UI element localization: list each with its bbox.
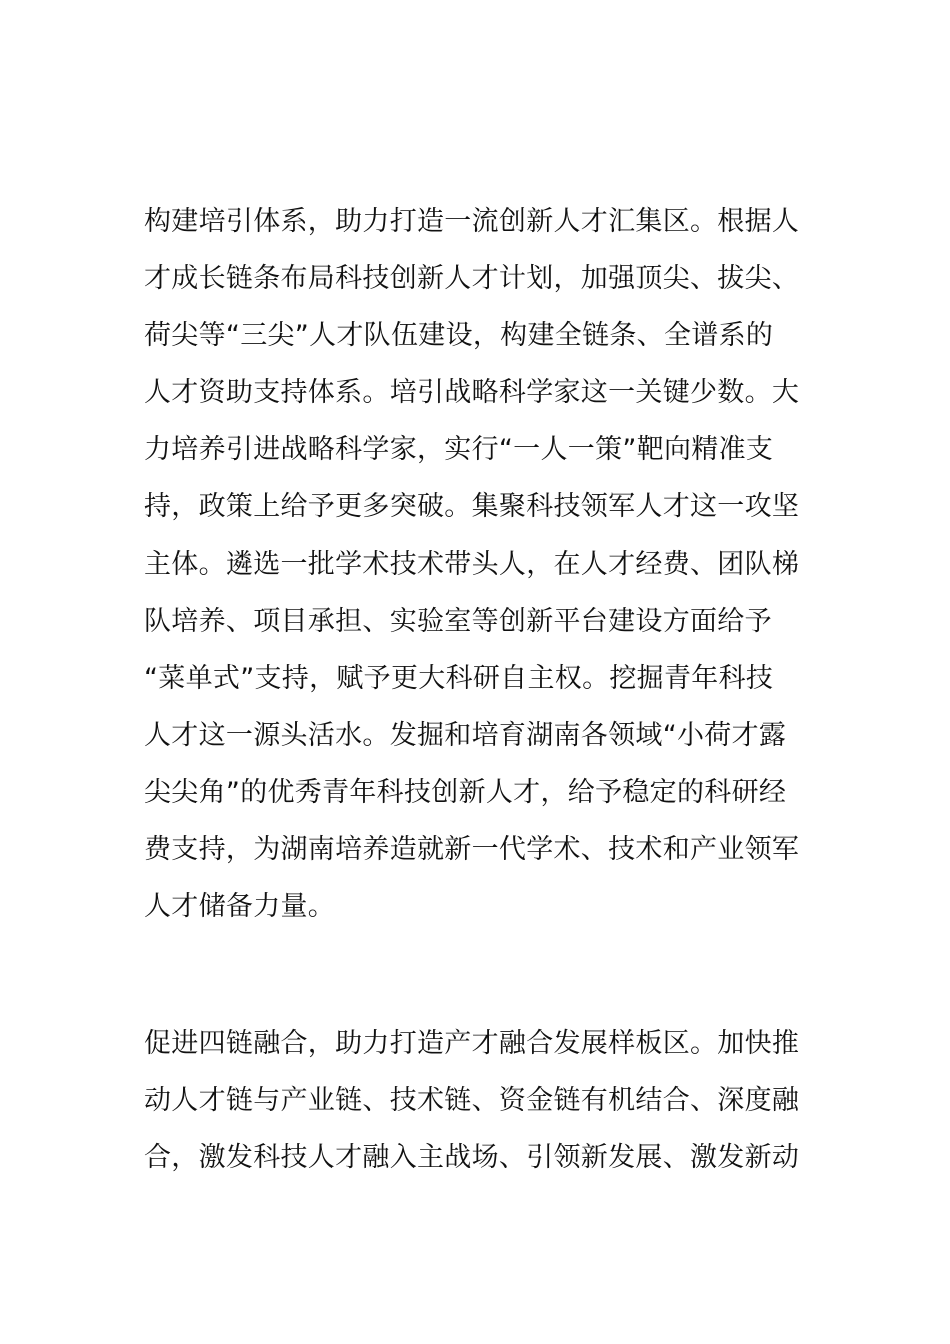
text-line: 费支持，为湖南培养造就新一代学术、技术和产业领军 [144,834,800,866]
text-line: “菜单式”支持，赋予更大科研自主权。挖掘青年科技 [144,662,774,694]
text-line: 促进四链融合，助力打造产才融合发展样板区。加快推 [144,1028,800,1059]
text-line: 主体。遴选一批学术技术带头人，在人才经费、团队梯 [144,548,800,580]
text-line: 队培养、项目承担、实验室等创新平台建设方面给予 [144,605,772,637]
text-line: 构建培引体系，助力打造一流创新人才汇集区。根据人 [144,206,800,237]
text-line: 人才这一源头活水。发掘和培育湖南各领域“小荷才露 [144,719,787,751]
text-line: 持，政策上给予更多突破。集聚科技领军人才这一攻坚 [144,491,800,523]
text-line: 才成长链条布局科技创新人才计划，加强顶尖、拔尖、 [144,263,800,295]
paragraph-chain-integration [144,1022,812,1193]
text-line: 人才资助支持体系。培引战略科学家这一关键少数。大 [144,377,800,409]
text-line: 力培养引进战略科学家，实行“一人一策”靶向精准支 [144,434,774,466]
text-line: 尖尖角”的优秀青年科技创新人才，给予稳定的科研经 [144,776,787,808]
text-line: 合，激发科技人才融入主战场、引领新发展、激发新动 [144,1142,800,1174]
text-line: 人才储备力量。 [144,891,336,923]
text-line: 动人才链与产业链、技术链、资金链有机结合、深度融 [144,1085,800,1117]
paragraph-talent-system [144,200,812,942]
text-line: 荷尖等“三尖”人才队伍建设，构建全链条、全谱系的 [144,320,774,352]
